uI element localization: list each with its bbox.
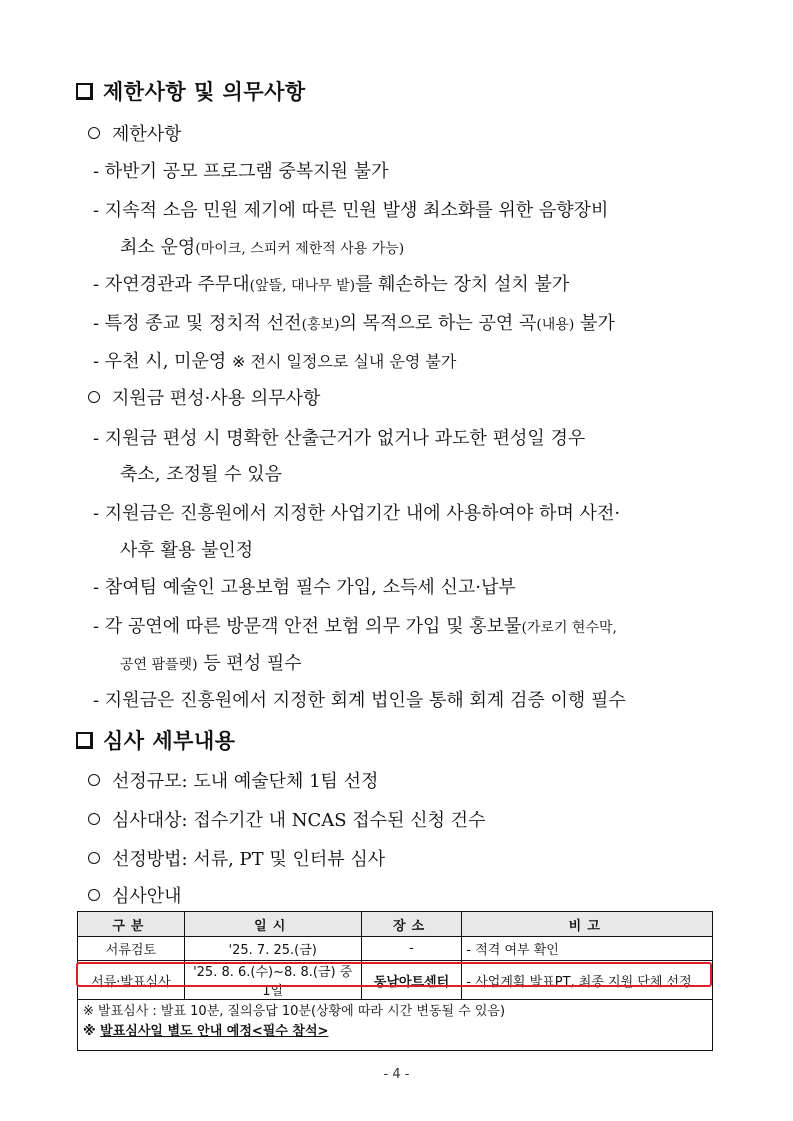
table-note-row (78, 1000, 713, 1051)
subsection-title: 지원금 편성·사용 의무사항 (88, 384, 320, 410)
list-item: 심사안내 (88, 882, 182, 908)
table-cell: - 적격 여부 확인 (462, 937, 713, 961)
page-number: - 4 - (383, 1067, 410, 1082)
list-item: - 지원금은 진흥원에서 지정한 회계 법인을 통해 회계 검증 이행 필수 (93, 690, 626, 711)
checkbox-square-icon (76, 732, 93, 749)
section-heading-text: 제한사항 및 의무사항 (103, 80, 306, 104)
list-item: - 지원금은 진흥원에서 지정한 사업기간 내에 사용하여야 하며 사전· (93, 503, 621, 524)
table-cell: '25. 8. 6.(수)~8. 8.(금) 중 1일 (184, 961, 361, 1000)
list-item: - 특정 종교 및 정치적 선전(홍보)의 목적으로 하는 공연 곡(내용) 불가 (93, 313, 615, 334)
section-heading-review (76, 725, 236, 755)
list-item: - 각 공연에 따른 방문객 안전 보험 의무 가입 및 홍보물(가로기 현수막, (93, 616, 617, 637)
list-item-continuation: 최소 운영(마이크, 스피커 제한적 사용 가능) (120, 237, 405, 258)
circle-bullet-icon (88, 813, 100, 825)
circle-bullet-icon (88, 852, 100, 864)
table-row (78, 937, 713, 961)
circle-bullet-icon (88, 127, 100, 139)
section-heading-text: 심사 세부내용 (103, 729, 236, 753)
table-header-row (78, 912, 713, 937)
circle-bullet-icon (88, 391, 100, 403)
circle-bullet-icon (88, 889, 100, 901)
table-row-highlighted (78, 961, 713, 1000)
table-note (78, 1000, 713, 1051)
list-item: - 자연경관과 주무대(앞뜰, 대나무 밭)를 훼손하는 장치 설치 불가 (93, 274, 570, 295)
table-header: 구분 (78, 912, 185, 937)
list-item-continuation: 사후 활용 불인정 (120, 540, 254, 561)
table-header: 비고 (462, 912, 713, 937)
list-item: - 하반기 공모 프로그램 중복지원 불가 (93, 161, 389, 182)
list-item: 심사대상: 접수기간 내 NCAS 접수된 신청 건수 (88, 806, 485, 832)
table-cell: 서류검토 (78, 937, 185, 961)
note-line: ※ 발표심사일 별도 안내 예정<필수 참석> (83, 1024, 329, 1039)
table-cell: 동남아트센터 (361, 961, 462, 1000)
table-cell: - (361, 937, 462, 961)
checkbox-square-icon (76, 83, 93, 100)
list-item: - 우천 시, 미운영 ※ 전시 일정으로 실내 운영 불가 (93, 351, 457, 372)
list-item-continuation: 공연 팜플렛) 등 편성 필수 (120, 653, 302, 674)
table-header: 일시 (184, 912, 361, 937)
schedule-table (77, 911, 713, 1051)
note-line: ※ 발표심사 : 발표 10분, 질의응답 10분(상황에 따라 시간 변동될 수 있음) (83, 1004, 506, 1019)
table-cell: 서류·발표심사 (78, 961, 185, 1000)
table-cell: - 사업계획 발표PT, 최종 지원 단체 선정 (462, 961, 713, 1000)
table-cell: '25. 7. 25.(금) (184, 937, 361, 961)
table-header: 장소 (361, 912, 462, 937)
list-item: - 지속적 소음 민원 제기에 따른 민원 발생 최소화를 위한 음향장비 (93, 200, 609, 221)
list-item: 선정규모: 도내 예술단체 1팀 선정 (88, 767, 378, 793)
subsection-title: 제한사항 (88, 120, 182, 146)
list-item: - 지원금 편성 시 명확한 산출근거가 없거나 과도한 편성일 경우 (93, 428, 586, 449)
list-item-continuation: 축소, 조정될 수 있음 (120, 464, 282, 485)
list-item: 선정방법: 서류, PT 및 인터뷰 심사 (88, 845, 385, 871)
section-heading-restrictions (76, 76, 306, 106)
list-item: - 참여팀 예술인 고용보험 필수 가입, 소득세 신고·납부 (93, 577, 516, 598)
circle-bullet-icon (88, 774, 100, 786)
